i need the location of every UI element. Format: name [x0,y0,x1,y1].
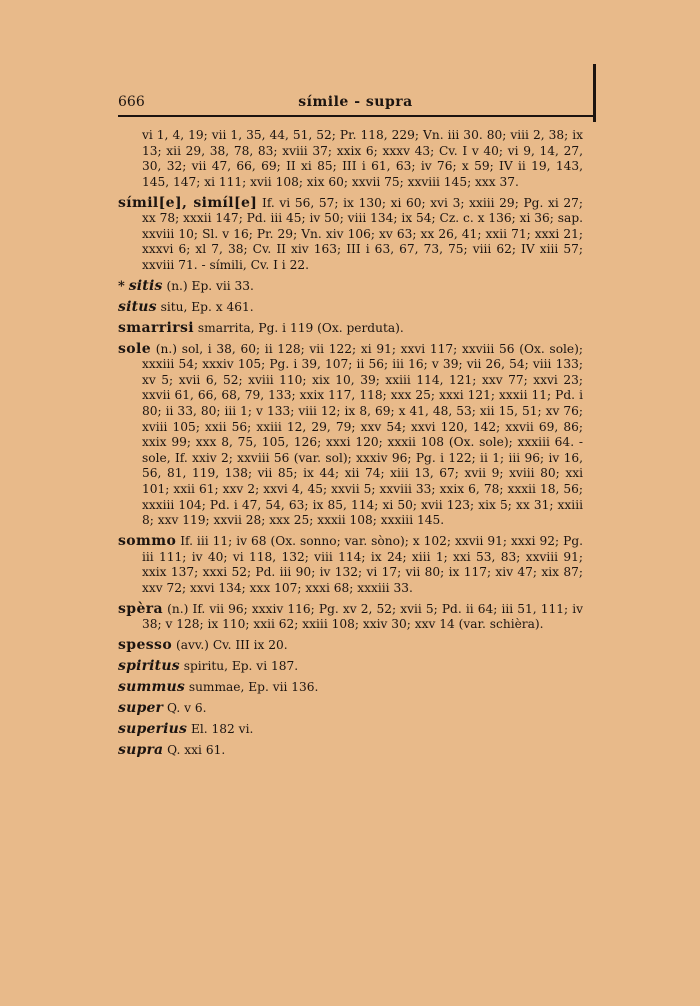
entry-text: (n.) sol, i 38, 60; ii 128; vii 122; xi 91; xxvi 117; xxviii 56 (Ox. sole); xxxiii 54; xxxiv 105; Pg. i 39, 107; ii 56; iii 16; v 39; vii 26, 54; viii 133; xv 5; xvii 6, 52; xviii 110; xix 10, 39; xxiii 114, 121; xxv 77; xxvi 23; xxvii 61, 66, 68, 79, 133; xxix 117, 118; xxx 25; xxxi 121; xxxii 11; Pd. i 80; ii 33, 80; iii 1; v 133; viii 12; ix 8, 69; x 41, 48, 53; xii 15, 51; xv 76; xviii 105; xxii 56; xxiii 12, 29, 79; xxv 54; xxvi 120, 142; xxvii 69, 86; xxix 99; xxx 8, 75, 105, 126; xxxi 120; xxxii 108 (Ox. sole); xxxiii 64. - sole, If. xxiv 2; xxviii 56 (var. sol); xxxiv 96; Pg. i 122; ii 1; iii 96; iv 16, 56, 81, 119, 138; vii 85; ix 44; xii 74; xiii 13, 67; xvii 9; xviii 80; xxi 101; xxii 61; xxv 2; xxvi 4, 45; xxvii 5; xxviii 33; xxix 6, 78; xxxii 18, 56; xxxiii 104; Pd. i 47, 54, 63; ix 85, 114; xi 50; xvii 123; xix 5; xx 31; xxiii 8; xxv 119; xxvii 28; xxx 25; xxxii 108; xxxiii 145. [142,341,583,528]
entry-smarrirsi [118,321,583,337]
entry-headword: sole [118,340,152,357]
entry-headword: summus [118,678,185,695]
entry-text: situ, Ep. x 461. [160,299,254,314]
entry-headword: superius [118,720,188,737]
entry-sommo [118,534,583,596]
entry-text: (n.) If. vii 96; xxxiv 116; Pg. xv 2, 52; xvii 5; Pd. ii 64; iii 51, 111; iv 38; v 128; ix 110; xxii 62; xxiii 108; xxiv 30; xxv 14 (var. schièra). [142,601,584,632]
entry-headword: sommo [118,533,177,550]
entry-headword: situs [118,298,157,315]
entry-headword: smarrirsi [118,319,195,336]
entry-sitis [118,279,583,295]
entries-column [118,128,583,764]
entry-spesso [118,638,583,654]
entry-headword: spesso [118,637,173,654]
page-number: 666 [118,94,145,110]
entry-situs [118,300,583,316]
entry-text: smarrita, Pg. i 119 (Ox. perduta). [197,320,404,335]
header-rule [118,115,593,117]
entry-spera [118,602,583,633]
margin-bar [593,64,596,122]
entry-superius [118,722,583,738]
entry-simile [118,196,583,274]
entry-text: (n.) Ep. vii 33. [166,278,254,293]
entry-headword: sitis [128,277,163,294]
entry-headword: super [118,699,164,716]
page-header [118,92,593,114]
entry-text: Q. xxi 61. [167,742,226,757]
entry-text: (avv.) Cv. III ix 20. [175,638,288,653]
entry-text: If. vi 56, 57; ix 130; xi 60; xvi 3; xxiii 29; Pg. xi 27; xx 78; xxxii 147; Pd. iii 45; iv 50; viii 134; ix 54; Cz. c. x 136; xi 36; sap. xxviii 10; Sl. v 16; Pr. 29; Vn. xiv 106; xv 63; xx 26, 41; xxii 71; xxxi 21; xxxvi 6; xl 7, 38; Cv. II xiv 163; III i 63, 67, 73, 75; viii 62; IV xiii 57; xxviii 71. - símili, Cv. I i 22. [142,195,584,273]
entry-summus [118,680,583,696]
entry-headword: spiritus [118,658,180,675]
entry-sole [118,342,583,529]
entry-super [118,701,583,717]
entry-text: vi 1, 4, 19; vii 1, 35, 44, 51, 52; Pr. 118, 229; Vn. iii 30. 80; viii 2, 38; ix 13; xii 29, 38, 78, 83; xviii 37; xxix 6; xxxv 43; Cv. I v 40; vi 9, 14, 27, 30, 32; vii 47, 66, 69; II xi 85; III i 61, 63; iv 76; x 59; IV ii 19, 143, 145, 147; xi 111; xvii 108; xix 60; xxvii 75; xxviii 145; xxx 37. [142,128,583,189]
entry-headword: spèra [118,600,164,617]
entry-supra [118,743,583,759]
entry-headword: símil[e], simíl[e] [118,194,258,211]
entry-headword: supra [118,741,164,758]
entry-text: El. 182 vi. [191,721,254,736]
entry-text: Q. v 6. [167,700,207,715]
entry-marker: * [118,278,125,294]
running-title: símile - supra [298,94,413,110]
entry-text: spiritu, Ep. vi 187. [183,659,299,674]
entry-text: summae, Ep. vii 136. [188,679,319,694]
entry-text: If. iii 11; iv 68 (Ox. sonno; var. sòno); x 102; xxvii 91; xxxi 92; Pg. iii 111; iv 40; vi 118, 132; viii 114; ix 24; xiii 1; xxi 53, 83; xxviii 91; xxix 137; xxxi 52; Pd. iii 90; iv 132; vi 17; vii 80; ix 117; xiv 47; xix 87; xxv 72; xxvi 134; xxx 107; xxxi 68; xxxiii 33. [142,534,584,595]
entry-continuation [118,128,583,190]
entry-spiritus [118,659,583,675]
